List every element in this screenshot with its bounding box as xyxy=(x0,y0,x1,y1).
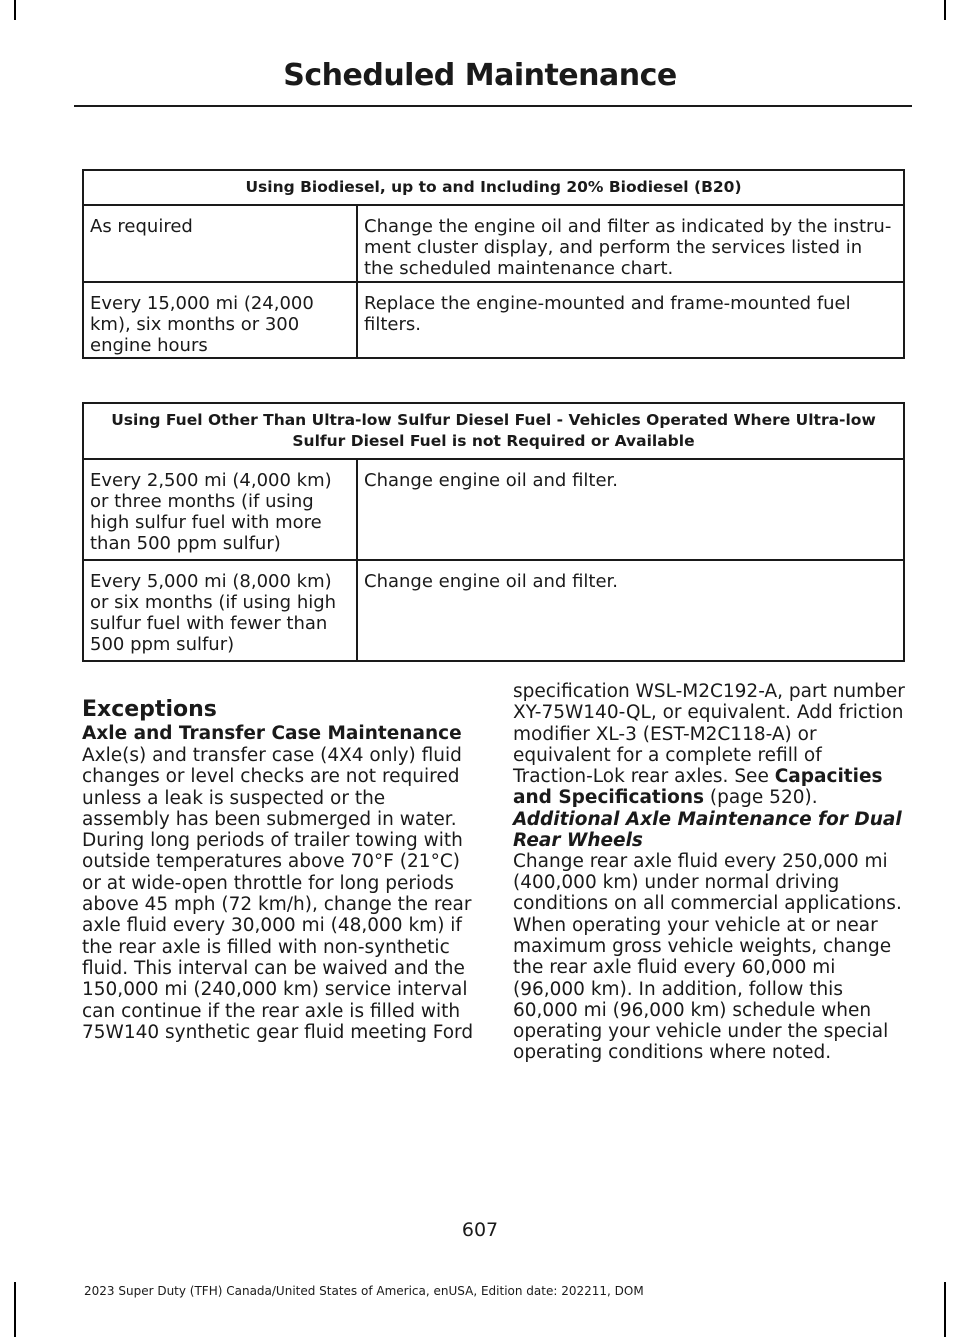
paragraph-text: specification WSL-M2C192-A, part number XY-75W140-QL, or equivalent. Add friction modifier XL-3 (EST-M2C118-A) or equivalent for a complete refill of Traction-Lok rear axles. See xyxy=(513,681,905,788)
body-paragraph: Change rear axle fluid every 250,000 mi (400,000 km) under normal driving conditions on all commercial applications. When operating your vehicle at or near maximum gross vehicle weights, change the rear axle fluid every 60,000 mi (96,000 km). In addition, follow this 60,000 mi (96,000 km) schedule when operating your vehicle under the special operating conditions where noted. xyxy=(513,850,902,1064)
table-row xyxy=(83,459,904,560)
interval-cell: As required xyxy=(83,205,357,282)
action-cell: Change engine oil and filter. xyxy=(357,560,904,661)
subsection-heading: Axle and Transfer Case Maintenance xyxy=(82,723,462,744)
crop-mark-bottom-left xyxy=(14,1282,16,1337)
subsection-heading: Additional Axle Maintenance for Dual Rear Wheels xyxy=(513,808,902,851)
cross-reference-link[interactable]: Capacities and Specifications xyxy=(513,766,883,809)
table-row xyxy=(83,282,904,358)
table-row xyxy=(83,205,904,282)
right-column xyxy=(513,681,905,1064)
high-sulfur-fuel-table xyxy=(82,402,905,662)
footer-text: 2023 Super Duty (TFH) Canada/United States of America, enUSA, Edition date: 202211, DOM xyxy=(84,1284,644,1298)
action-cell: Change engine oil and filter. xyxy=(357,459,904,560)
body-paragraph: Axle(s) and transfer case (4X4 only) fluid changes or level checks are not required unless a leak is suspected or the assembly has been submerged in water. During long periods of trailer towing with outside temperatures above 70°F (21°C) or at wide-open throttle for long periods above 45 mph (72 km/h), change the rear axle fluid every 30,000 mi (48,000 km) if the rear axle is filled with non-synthetic fluid. This interval can be waived and the 150,000 mi (240,000 km) service interval can continue if the rear axle is filled with 75W140 synthetic gear fluid meeting Ford xyxy=(82,745,474,1043)
crop-mark-top-right xyxy=(944,0,946,20)
page-title: Scheduled Maintenance xyxy=(283,58,677,93)
biodiesel-table xyxy=(82,169,905,359)
action-cell: Change the engine oil and filter as indicated by the instru-ment cluster display, and perform the services listed in the scheduled maintenance chart. xyxy=(357,205,904,282)
table-row xyxy=(83,560,904,661)
continued-paragraph xyxy=(513,681,905,809)
left-column xyxy=(82,697,474,1043)
section-heading: Exceptions xyxy=(82,697,217,722)
crop-mark-top-left xyxy=(14,0,16,20)
header-divider xyxy=(74,105,912,107)
table-heading: Using Fuel Other Than Ultra-low Sulfur Diesel Fuel - Vehicles Operated Where Ultra-low Sulfur Diesel Fuel is not Required or Available xyxy=(83,403,904,459)
interval-cell: Every 2,500 mi (4,000 km) or three months (if using high sulfur fuel with more than 500 ppm sulfur) xyxy=(83,459,357,560)
table-heading: Using Biodiesel, up to and Including 20% Biodiesel (B20) xyxy=(83,170,904,205)
interval-cell: Every 15,000 mi (24,000 km), six months or 300 engine hours xyxy=(83,282,357,358)
page-number: 607 xyxy=(461,1219,499,1241)
crop-mark-bottom-right xyxy=(944,1282,946,1337)
action-cell: Replace the engine-mounted and frame-mounted fuel filters. xyxy=(357,282,904,358)
interval-cell: Every 5,000 mi (8,000 km) or six months (if using high sulfur fuel with fewer than 500 ppm sulfur) xyxy=(83,560,357,661)
page-reference: (page 520). xyxy=(704,787,818,809)
